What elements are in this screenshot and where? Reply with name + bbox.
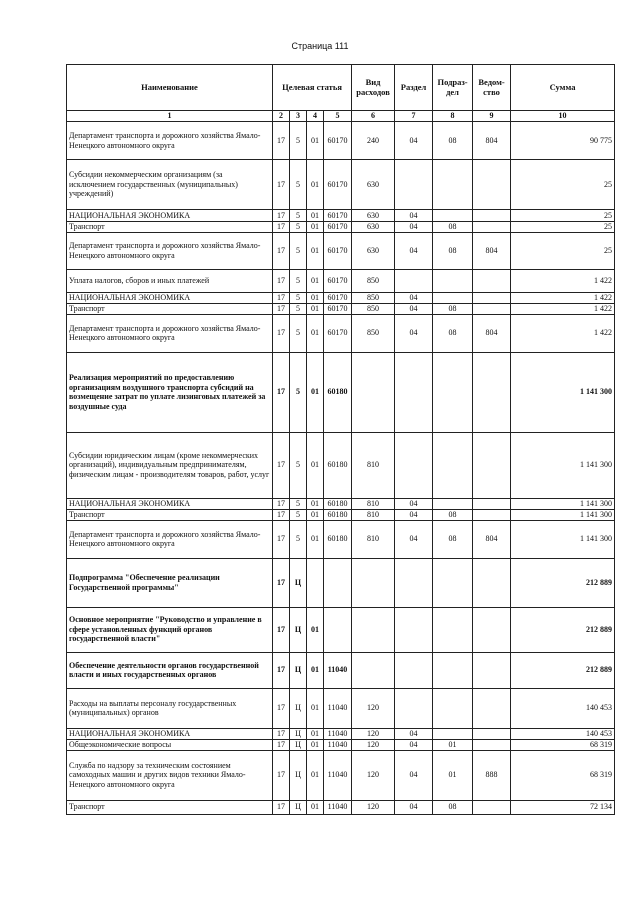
cell-name: Обеспечение деятельности органов государственной власти и иных государственных органов: [67, 652, 273, 688]
cell-target-program: 17: [273, 293, 290, 304]
table-row: [67, 728, 615, 739]
cell-target-program: 17: [273, 233, 290, 270]
cell-podrazdel: 08: [433, 233, 473, 270]
cell-vid: 850: [352, 303, 395, 314]
cell-target-subprogram: 5: [290, 509, 307, 520]
cell-target-event: 01: [307, 270, 324, 293]
cell-razdel: 04: [395, 750, 433, 800]
cell-vid: 810: [352, 498, 395, 509]
cell-summa: 1 422: [511, 303, 615, 314]
cell-vedomstvo: [473, 739, 511, 750]
cell-target-direction: 60170: [324, 222, 352, 233]
col-number: 9: [473, 111, 511, 122]
cell-target-event: 01: [307, 498, 324, 509]
cell-summa: 212 889: [511, 558, 615, 607]
cell-target-subprogram: 5: [290, 270, 307, 293]
table-row: [67, 352, 615, 432]
cell-vid: 810: [352, 432, 395, 498]
cell-razdel: 04: [395, 739, 433, 750]
cell-target-event: 01: [307, 728, 324, 739]
cell-vedomstvo: [473, 498, 511, 509]
table-row: [67, 607, 615, 652]
cell-podrazdel: [433, 688, 473, 728]
cell-target-direction: 60180: [324, 498, 352, 509]
cell-target-direction: 60170: [324, 293, 352, 304]
cell-target-program: 17: [273, 498, 290, 509]
cell-summa: 25: [511, 233, 615, 270]
cell-target-event: 01: [307, 520, 324, 558]
cell-vedomstvo: [473, 160, 511, 210]
cell-razdel: [395, 558, 433, 607]
cell-vedomstvo: [473, 222, 511, 233]
cell-name: Транспорт: [67, 800, 273, 814]
table-row: [67, 233, 615, 270]
cell-target-subprogram: Ц: [290, 688, 307, 728]
cell-vid: 120: [352, 800, 395, 814]
cell-target-event: 01: [307, 432, 324, 498]
cell-vedomstvo: [473, 432, 511, 498]
cell-name: Уплата налогов, сборов и иных платежей: [67, 270, 273, 293]
cell-podrazdel: [433, 728, 473, 739]
cell-target-direction: 60170: [324, 314, 352, 352]
cell-vid: [352, 352, 395, 432]
cell-podrazdel: [433, 160, 473, 210]
table-row: [67, 498, 615, 509]
cell-name: Департамент транспорта и дорожного хозяйства Ямало-Ненецкого автономного округа: [67, 314, 273, 352]
cell-target-event: 01: [307, 352, 324, 432]
cell-target-program: 17: [273, 520, 290, 558]
cell-vedomstvo: [473, 607, 511, 652]
cell-target-program: 17: [273, 607, 290, 652]
table-row: [67, 314, 615, 352]
cell-target-subprogram: 5: [290, 210, 307, 222]
cell-target-direction: 11040: [324, 739, 352, 750]
cell-summa: 25: [511, 210, 615, 222]
cell-name: Основное мероприятие "Руководство и управление в сфере установленных функций органов государственной власти": [67, 607, 273, 652]
cell-vid: 120: [352, 750, 395, 800]
cell-podrazdel: [433, 607, 473, 652]
table-row: [67, 509, 615, 520]
table-row: [67, 270, 615, 293]
col-header-summa: Сумма: [511, 65, 615, 111]
cell-name: НАЦИОНАЛЬНАЯ ЭКОНОМИКА: [67, 498, 273, 509]
cell-target-subprogram: 5: [290, 303, 307, 314]
col-header-vid: Вид расходов: [352, 65, 395, 111]
cell-target-event: [307, 558, 324, 607]
cell-vedomstvo: 804: [473, 233, 511, 270]
cell-summa: 1 141 300: [511, 432, 615, 498]
cell-target-subprogram: Ц: [290, 558, 307, 607]
cell-podrazdel: 08: [433, 800, 473, 814]
cell-summa: 140 453: [511, 688, 615, 728]
cell-target-subprogram: 5: [290, 293, 307, 304]
cell-target-event: 01: [307, 122, 324, 160]
cell-razdel: 04: [395, 122, 433, 160]
cell-podrazdel: [433, 293, 473, 304]
cell-vedomstvo: [473, 293, 511, 304]
cell-podrazdel: [433, 432, 473, 498]
cell-target-subprogram: 5: [290, 352, 307, 432]
cell-razdel: 04: [395, 222, 433, 233]
cell-razdel: [395, 688, 433, 728]
cell-podrazdel: 08: [433, 314, 473, 352]
cell-target-subprogram: 5: [290, 520, 307, 558]
cell-razdel: [395, 352, 433, 432]
cell-vedomstvo: 804: [473, 122, 511, 160]
cell-name: Субсидии некоммерческим организациям (за исключением государственных (муниципальных) учреждений): [67, 160, 273, 210]
cell-name: Служба по надзору за техническим состоянием самоходных машин и других видов техники Ямало-Ненецкого автономного округа: [67, 750, 273, 800]
cell-razdel: 04: [395, 509, 433, 520]
cell-razdel: [395, 652, 433, 688]
cell-name: Субсидии юридическим лицам (кроме некоммерческих организаций), индивидуальным предпринимателям, физическим лицам - производителям товаров, работ, услуг: [67, 432, 273, 498]
cell-summa: 1 141 300: [511, 509, 615, 520]
table-row: [67, 652, 615, 688]
cell-target-event: 01: [307, 233, 324, 270]
cell-target-event: 01: [307, 509, 324, 520]
cell-summa: 68 319: [511, 750, 615, 800]
cell-vedomstvo: 804: [473, 520, 511, 558]
table-row: [67, 688, 615, 728]
cell-podrazdel: 01: [433, 750, 473, 800]
cell-target-subprogram: 5: [290, 498, 307, 509]
cell-vid: 630: [352, 222, 395, 233]
cell-podrazdel: 08: [433, 303, 473, 314]
cell-vid: 630: [352, 233, 395, 270]
cell-target-direction: 60180: [324, 509, 352, 520]
cell-name: НАЦИОНАЛЬНАЯ ЭКОНОМИКА: [67, 293, 273, 304]
cell-target-subprogram: Ц: [290, 607, 307, 652]
cell-summa: 1 141 300: [511, 352, 615, 432]
cell-target-subprogram: 5: [290, 122, 307, 160]
cell-target-subprogram: 5: [290, 222, 307, 233]
col-header-vedomstvo: Ведом-ство: [473, 65, 511, 111]
cell-razdel: 04: [395, 498, 433, 509]
cell-target-program: 17: [273, 210, 290, 222]
cell-razdel: [395, 160, 433, 210]
cell-target-program: 17: [273, 739, 290, 750]
cell-podrazdel: [433, 558, 473, 607]
cell-vid: 630: [352, 160, 395, 210]
cell-target-program: 17: [273, 750, 290, 800]
cell-name: Департамент транспорта и дорожного хозяйства Ямало-Ненецкого автономного округа: [67, 520, 273, 558]
cell-podrazdel: [433, 270, 473, 293]
cell-summa: 72 134: [511, 800, 615, 814]
cell-target-direction: 60180: [324, 352, 352, 432]
col-number: 4: [307, 111, 324, 122]
cell-razdel: 04: [395, 314, 433, 352]
col-number: 5: [324, 111, 352, 122]
cell-summa: 1 422: [511, 314, 615, 352]
cell-podrazdel: [433, 210, 473, 222]
cell-target-program: 17: [273, 509, 290, 520]
cell-target-event: 01: [307, 739, 324, 750]
cell-name: Реализация мероприятий по предоставлению организациям воздушного транспорта субсидий на возмещение затрат по уплате лизинговых платежей за воздушные суда: [67, 352, 273, 432]
cell-vid: 810: [352, 520, 395, 558]
cell-vedomstvo: [473, 728, 511, 739]
cell-target-event: 01: [307, 293, 324, 304]
cell-name: Департамент транспорта и дорожного хозяйства Ямало-Ненецкого автономного округа: [67, 122, 273, 160]
table-row: [67, 160, 615, 210]
cell-vedomstvo: [473, 800, 511, 814]
cell-vid: [352, 652, 395, 688]
col-header-podrazdel: Подраз-дел: [433, 65, 473, 111]
cell-target-program: 17: [273, 652, 290, 688]
cell-summa: 25: [511, 222, 615, 233]
cell-podrazdel: 08: [433, 520, 473, 558]
cell-target-program: 17: [273, 270, 290, 293]
cell-name: НАЦИОНАЛЬНАЯ ЭКОНОМИКА: [67, 210, 273, 222]
cell-target-program: 17: [273, 303, 290, 314]
cell-vedomstvo: [473, 210, 511, 222]
cell-target-event: 01: [307, 750, 324, 800]
cell-summa: 140 453: [511, 728, 615, 739]
cell-vid: 850: [352, 270, 395, 293]
table-row: [67, 432, 615, 498]
cell-target-subprogram: Ц: [290, 728, 307, 739]
cell-podrazdel: 01: [433, 739, 473, 750]
cell-target-direction: 60170: [324, 270, 352, 293]
col-number: 3: [290, 111, 307, 122]
cell-vid: 120: [352, 688, 395, 728]
cell-target-direction: 11040: [324, 728, 352, 739]
cell-name: Транспорт: [67, 303, 273, 314]
cell-target-program: 17: [273, 800, 290, 814]
cell-target-program: 17: [273, 688, 290, 728]
table-row: [67, 122, 615, 160]
header-row: [67, 65, 615, 111]
cell-target-subprogram: Ц: [290, 750, 307, 800]
cell-target-event: 01: [307, 160, 324, 210]
cell-podrazdel: [433, 498, 473, 509]
cell-target-program: 17: [273, 160, 290, 210]
cell-target-direction: [324, 607, 352, 652]
cell-target-event: 01: [307, 314, 324, 352]
cell-razdel: 04: [395, 210, 433, 222]
cell-summa: 1 141 300: [511, 520, 615, 558]
cell-summa: 212 889: [511, 607, 615, 652]
cell-vedomstvo: [473, 509, 511, 520]
cell-vid: 850: [352, 314, 395, 352]
cell-summa: 1 422: [511, 270, 615, 293]
cell-vedomstvo: [473, 558, 511, 607]
cell-vedomstvo: [473, 270, 511, 293]
cell-target-direction: 60180: [324, 520, 352, 558]
cell-summa: 68 319: [511, 739, 615, 750]
cell-name: Транспорт: [67, 222, 273, 233]
col-number: 8: [433, 111, 473, 122]
table-row: [67, 750, 615, 800]
cell-vid: 630: [352, 210, 395, 222]
cell-vedomstvo: [473, 652, 511, 688]
cell-razdel: [395, 432, 433, 498]
cell-name: Расходы на выплаты персоналу государственных (муниципальных) органов: [67, 688, 273, 728]
table-row: [67, 222, 615, 233]
col-header-razdel: Раздел: [395, 65, 433, 111]
cell-target-program: 17: [273, 728, 290, 739]
cell-vedomstvo: [473, 303, 511, 314]
cell-target-subprogram: 5: [290, 233, 307, 270]
cell-podrazdel: [433, 652, 473, 688]
cell-target-direction: 60170: [324, 210, 352, 222]
cell-target-direction: 60170: [324, 303, 352, 314]
cell-razdel: 04: [395, 520, 433, 558]
cell-target-event: 01: [307, 607, 324, 652]
cell-vid: 850: [352, 293, 395, 304]
col-number: 2: [273, 111, 290, 122]
cell-target-subprogram: Ц: [290, 800, 307, 814]
cell-target-program: 17: [273, 122, 290, 160]
col-number: 6: [352, 111, 395, 122]
cell-target-program: 17: [273, 432, 290, 498]
cell-target-program: 17: [273, 558, 290, 607]
cell-name: Подпрограмма "Обеспечение реализации Государственной программы": [67, 558, 273, 607]
cell-vid: [352, 607, 395, 652]
cell-podrazdel: [433, 352, 473, 432]
cell-summa: 90 775: [511, 122, 615, 160]
cell-target-event: 01: [307, 303, 324, 314]
cell-target-direction: 60170: [324, 122, 352, 160]
cell-razdel: [395, 270, 433, 293]
cell-target-event: 01: [307, 688, 324, 728]
cell-razdel: 04: [395, 293, 433, 304]
cell-podrazdel: 08: [433, 122, 473, 160]
cell-target-program: 17: [273, 222, 290, 233]
cell-target-event: 01: [307, 210, 324, 222]
cell-vid: 240: [352, 122, 395, 160]
cell-vid: 120: [352, 728, 395, 739]
cell-target-direction: 60170: [324, 233, 352, 270]
cell-target-subprogram: 5: [290, 314, 307, 352]
cell-target-event: 01: [307, 800, 324, 814]
col-header-name: Наименование: [67, 65, 273, 111]
cell-target-direction: 11040: [324, 688, 352, 728]
cell-podrazdel: 08: [433, 509, 473, 520]
cell-vid: 120: [352, 739, 395, 750]
cell-razdel: 04: [395, 303, 433, 314]
cell-target-direction: 60180: [324, 432, 352, 498]
cell-target-event: 01: [307, 222, 324, 233]
cell-name: Общеэкономические вопросы: [67, 739, 273, 750]
col-number: 7: [395, 111, 433, 122]
cell-target-direction: 60170: [324, 160, 352, 210]
cell-target-direction: 11040: [324, 800, 352, 814]
cell-vedomstvo: 888: [473, 750, 511, 800]
cell-vedomstvo: [473, 352, 511, 432]
cell-razdel: 04: [395, 800, 433, 814]
cell-target-direction: 11040: [324, 652, 352, 688]
col-number: 1: [67, 111, 273, 122]
table-row: [67, 558, 615, 607]
table-row: [67, 739, 615, 750]
cell-target-direction: [324, 558, 352, 607]
cell-target-event: 01: [307, 652, 324, 688]
table-row: [67, 800, 615, 814]
cell-vid: [352, 558, 395, 607]
table-row: [67, 520, 615, 558]
cell-target-direction: 11040: [324, 750, 352, 800]
table-row: [67, 210, 615, 222]
cell-summa: 212 889: [511, 652, 615, 688]
cell-summa: 1 141 300: [511, 498, 615, 509]
cell-target-subprogram: Ц: [290, 652, 307, 688]
cell-vedomstvo: [473, 688, 511, 728]
cell-razdel: 04: [395, 233, 433, 270]
cell-target-program: 17: [273, 314, 290, 352]
table-row: [67, 303, 615, 314]
budget-table: [66, 64, 615, 815]
cell-name: Транспорт: [67, 509, 273, 520]
cell-summa: 25: [511, 160, 615, 210]
cell-target-program: 17: [273, 352, 290, 432]
cell-vedomstvo: 804: [473, 314, 511, 352]
page-title: Страница 111: [291, 41, 349, 51]
cell-target-subprogram: 5: [290, 160, 307, 210]
table-row: [67, 293, 615, 304]
cell-vid: 810: [352, 509, 395, 520]
cell-name: НАЦИОНАЛЬНАЯ ЭКОНОМИКА: [67, 728, 273, 739]
cell-target-subprogram: Ц: [290, 739, 307, 750]
cell-podrazdel: 08: [433, 222, 473, 233]
column-number-row: [67, 111, 615, 122]
col-header-target: Целевая статья: [273, 65, 352, 111]
cell-razdel: [395, 607, 433, 652]
cell-target-subprogram: 5: [290, 432, 307, 498]
col-number: 10: [511, 111, 615, 122]
cell-name: Департамент транспорта и дорожного хозяйства Ямало-Ненецкого автономного округа: [67, 233, 273, 270]
cell-summa: 1 422: [511, 293, 615, 304]
cell-razdel: 04: [395, 728, 433, 739]
